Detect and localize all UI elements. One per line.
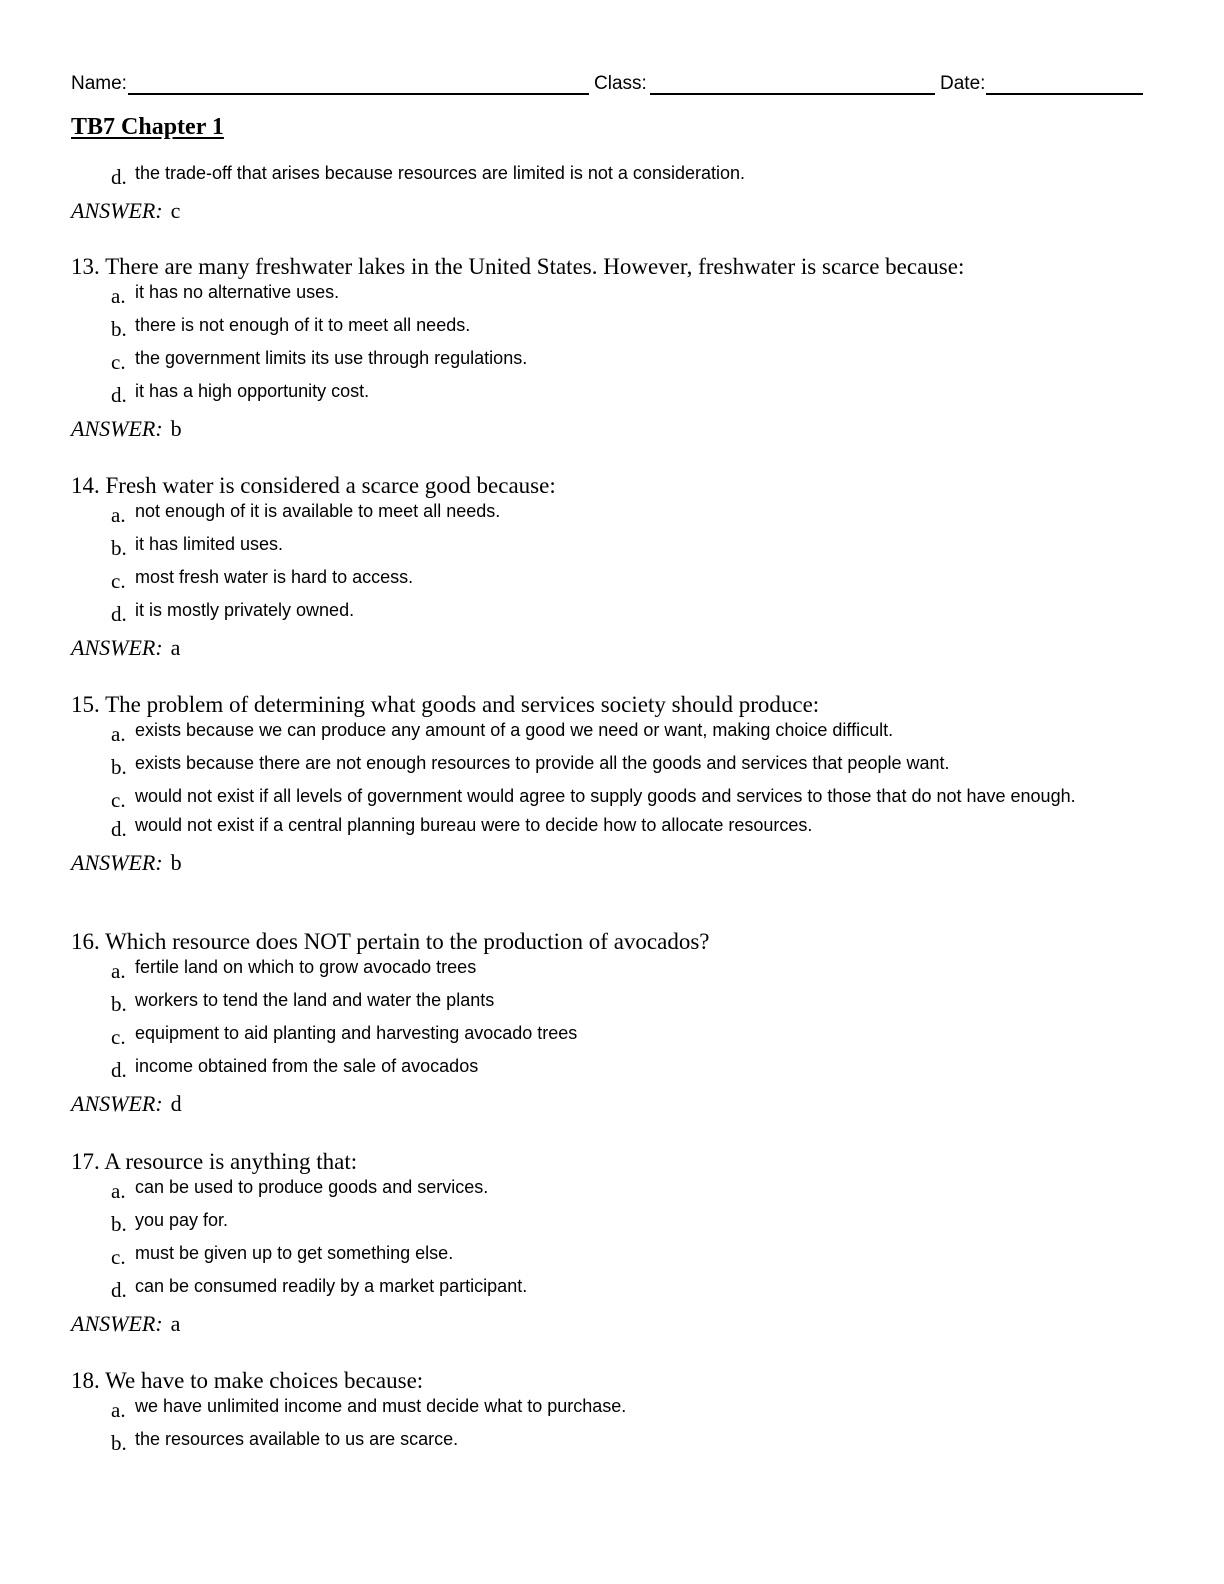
class-field[interactable]	[650, 93, 935, 95]
option-text: would not exist if a central planning bureau were to decide how to allocate resources.	[135, 815, 813, 835]
option-letter: c.	[111, 1245, 126, 1269]
option-a	[71, 1395, 1151, 1422]
question-stem: 16. Which resource does NOT pertain to the production of avocados?	[71, 929, 710, 954]
option-text: there is not enough of it to meet all needs.	[135, 315, 471, 335]
question-stem: 14. Fresh water is considered a scarce good because:	[71, 473, 556, 498]
option-text: it has no alternative uses.	[135, 282, 340, 302]
question-stem: 15. The problem of determining what goods and services society should produce:	[71, 692, 820, 717]
option-letter: c.	[111, 788, 126, 812]
option-text: it is mostly privately owned.	[135, 600, 355, 620]
name-field[interactable]	[128, 93, 589, 95]
option-text: exists because there are not enough resources to provide all the goods and services that people want.	[135, 753, 950, 773]
option-b	[71, 533, 1151, 560]
option-list	[71, 281, 1151, 407]
option-text: most fresh water is hard to access.	[135, 567, 414, 587]
option-text: you pay for.	[135, 1210, 229, 1230]
option-list	[71, 162, 1151, 189]
answer-value: b	[170, 850, 182, 875]
option-a	[71, 1176, 1151, 1203]
option-letter: a.	[111, 959, 126, 983]
answer-label: ANSWER:	[71, 850, 163, 875]
option-letter: b.	[111, 317, 127, 341]
option-b	[71, 752, 1151, 779]
answer-value: c	[170, 198, 181, 223]
answer	[71, 635, 1151, 661]
answer-value: d	[170, 1091, 182, 1116]
option-letter: a.	[111, 1179, 126, 1203]
option-list	[71, 956, 1151, 1082]
option-letter: b.	[111, 755, 127, 779]
option-c	[71, 1022, 1151, 1049]
option-c	[71, 785, 1151, 812]
option-letter: a.	[111, 722, 126, 746]
class-label: Class:	[594, 73, 647, 94]
option-text: the government limits its use through regulations.	[135, 348, 528, 368]
answer	[71, 850, 1151, 876]
option-c	[71, 1242, 1151, 1269]
option-letter: d.	[111, 1278, 127, 1302]
question-18	[71, 1367, 1151, 1455]
option-letter: d.	[111, 602, 127, 626]
question-14	[71, 472, 1151, 661]
option-text: it has limited uses.	[135, 534, 284, 554]
option-text: not enough of it is available to meet all needs.	[135, 501, 501, 521]
date-field[interactable]	[986, 93, 1143, 95]
option-text: the trade-off that arises because resources are limited is not a consideration.	[135, 163, 745, 183]
option-letter: c.	[111, 350, 126, 374]
option-list	[71, 500, 1151, 626]
option-letter: d.	[111, 1058, 127, 1082]
option-letter: d.	[111, 165, 127, 189]
question-16	[71, 928, 1151, 1117]
answer	[71, 1311, 1151, 1337]
option-letter: a.	[111, 1398, 126, 1422]
page-header	[71, 70, 1143, 98]
answer	[71, 1091, 1151, 1117]
option-text: workers to tend the land and water the plants	[135, 990, 495, 1010]
option-c	[71, 347, 1151, 374]
date-label: Date:	[940, 73, 986, 94]
option-d	[71, 162, 1151, 189]
option-b	[71, 314, 1151, 341]
option-a	[71, 956, 1151, 983]
option-list	[71, 1395, 1151, 1455]
option-letter: b.	[111, 536, 127, 560]
option-text: equipment to aid planting and harvesting avocado trees	[135, 1023, 578, 1043]
option-text: income obtained from the sale of avocados	[135, 1056, 479, 1076]
option-letter: b.	[111, 1431, 127, 1455]
option-a	[71, 281, 1151, 308]
option-letter: d.	[111, 383, 127, 407]
question-15	[71, 691, 1151, 876]
option-text: must be given up to get something else.	[135, 1243, 454, 1263]
answer-value: b	[170, 416, 182, 441]
option-text: we have unlimited income and must decide what to purchase.	[135, 1396, 627, 1416]
question-17	[71, 1148, 1151, 1337]
question-stem: 18. We have to make choices because:	[71, 1368, 424, 1393]
question-continued	[71, 162, 1151, 224]
option-text: the resources available to us are scarce.	[135, 1429, 459, 1449]
option-b	[71, 1209, 1151, 1236]
option-letter: d.	[111, 817, 127, 841]
option-d	[71, 1055, 1151, 1082]
option-d	[71, 1275, 1151, 1302]
question-13	[71, 253, 1151, 442]
option-letter: b.	[111, 1212, 127, 1236]
answer-label: ANSWER:	[71, 1311, 163, 1336]
question-stem: 17. A resource is anything that:	[71, 1149, 358, 1174]
option-letter: c.	[111, 1025, 126, 1049]
answer-label: ANSWER:	[71, 1091, 163, 1116]
question-stem: 13. There are many freshwater lakes in the United States. However, freshwater is scarce because:	[71, 254, 965, 279]
answer	[71, 198, 1151, 224]
option-text: would not exist if all levels of government would agree to supply goods and services to those that do not have enough.	[135, 786, 1076, 806]
option-text: exists because we can produce any amount of a good we need or want, making choice difficult.	[135, 720, 894, 740]
answer-label: ANSWER:	[71, 635, 163, 660]
answer-label: ANSWER:	[71, 416, 163, 441]
chapter-title: TB7 Chapter 1	[71, 114, 224, 140]
option-letter: a.	[111, 284, 126, 308]
option-text: can be used to produce goods and services.	[135, 1177, 489, 1197]
option-text: fertile land on which to grow avocado trees	[135, 957, 477, 977]
option-b	[71, 989, 1151, 1016]
option-letter: a.	[111, 503, 126, 527]
option-list	[71, 719, 1151, 841]
answer-label: ANSWER:	[71, 198, 163, 223]
name-label: Name:	[71, 73, 127, 94]
option-a	[71, 719, 1151, 746]
answer-value: a	[170, 635, 181, 660]
option-d	[71, 814, 1151, 841]
answer-value: a	[170, 1311, 181, 1336]
option-letter: b.	[111, 992, 127, 1016]
option-d	[71, 380, 1151, 407]
option-letter: c.	[111, 569, 126, 593]
option-text: it has a high opportunity cost.	[135, 381, 370, 401]
answer	[71, 416, 1151, 442]
option-a	[71, 500, 1151, 527]
option-c	[71, 566, 1151, 593]
option-list	[71, 1176, 1151, 1302]
option-d	[71, 599, 1151, 626]
option-b	[71, 1428, 1151, 1455]
option-text: can be consumed readily by a market participant.	[135, 1276, 528, 1296]
